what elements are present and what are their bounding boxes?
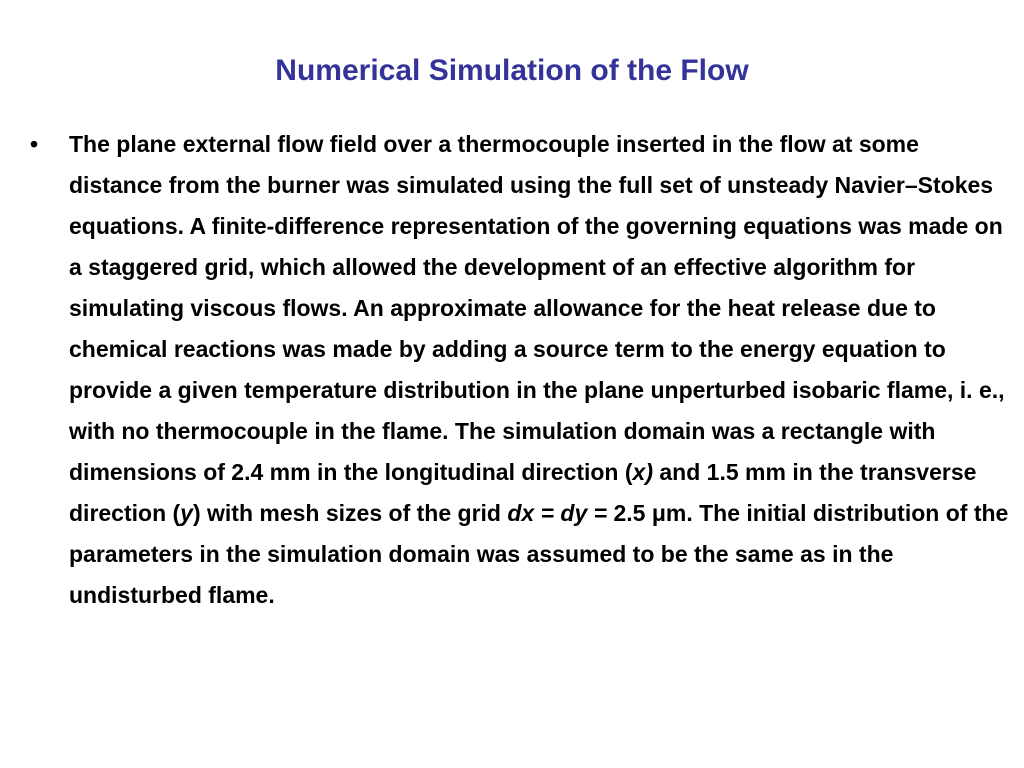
paragraph-text: The plane external flow field over a thermocouple inserted in the flow at some distance from the burner was simulated using the full set of unsteady Navier–Stokes equations. A finite-difference representation of the governing equations was made on a staggered grid, which allowed the development of an effective algorithm for simulating viscous flows. An approximate allowance for the heat release due to chemical reactions was made by adding a source term to the energy equation to provide a given temperature distribution in the plane unperturbed isobaric flame, i. e., with no thermocouple in the flame. The simulation domain was a rectangle with dimensions of 2.4 mm in the longitudinal direction ( (69, 131, 1005, 485)
bullet-dot-icon: • (30, 131, 39, 157)
bullet-list (30, 124, 1010, 616)
slide-title: Numerical Simulation of the Flow (275, 54, 749, 87)
y-variable: y (180, 500, 193, 526)
bullet-paragraph (69, 124, 1010, 616)
bullet-item (30, 124, 1010, 616)
paragraph-text: ) with mesh sizes of the grid (192, 500, 508, 526)
grid-spacing-expression: dx = dy = (507, 500, 608, 526)
paragraph-text: 2.5 μm. The initial distribution of the parameters in the simulation domain was assumed to be the same as in the undisturbed flame. (69, 500, 1009, 608)
x-variable: x) (632, 459, 653, 485)
paragraph-text: and 1.5 mm in the transverse direction ( (69, 459, 977, 526)
